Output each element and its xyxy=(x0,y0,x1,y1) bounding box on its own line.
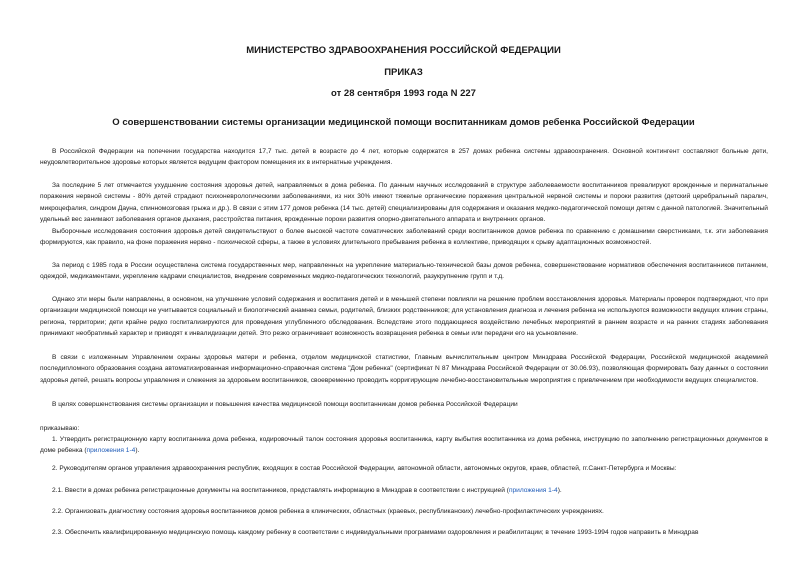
paragraph-6: В связи с изложенным Управлением охраны здоровья матери и ребенка, отделом медицинской статистики, Главным вычислительным центром Минздрава Российской Федерации, Российской медицинской академией последипломного образования создана автоматизированная информационно-справочная система "Дом ребенка" (сертификат N 87 Минздрава Российской Федерации от 30.06.93), позволяющая формировать базу данных о состоянии здоровья детей, решать вопросы управления и слежения за здоровьем воспитанников, своевременно проводить корригирующие лечебно-восстановительные мероприятия с привлечением при необходимости ведущих специалистов. xyxy=(40,354,768,384)
item-2-1-text: 2.1. Ввести в домах ребенка регистрационные документы на воспитанников, представлять информацию в Минздрав в соответствии с инструкцией ( xyxy=(52,487,509,494)
paragraph-5: Однако эти меры были направлены, в основном, на улучшение условий содержания и воспитания детей и в меньшей степени повлияли на решение проблем восстановления здоровья. Материалы проверок подтверждают, что при организации медицинской помощи не учитывается социальный и биологический анамнез семьи, родителей, близких родственников; для установления диагноза и лечения ребенка не используются возможности ведущих клиник страны, региона, территории; дети крайне редко госпитализируются для проведения углубленного обследования. Вследствие этого поддающиеся воздействию лечебных мероприятий в раннем возрасте и на ранних стадиях заболевания принимают необратимый характер и приводят к инвалидизации детей. Это резко ограничивает возможность возвращения ребенка в семьи или передачи его на усыновление. xyxy=(40,296,768,337)
paragraph-3: Выборочные исследования состояния здоровья детей свидетельствуют о более высокой частоте соматических заболеваний среди воспитанников домов ребенка по сравнению с домашними сверстниками, т.к. эти заболевания формируются, как правило, на фоне поражения нервно - психической сферы, а также в условиях длительного пребывания ребенка в коллективе, приводящих к срыву адаптационных возможностей. xyxy=(40,228,768,247)
appendix-link[interactable]: приложения 1-4 xyxy=(508,487,558,494)
item-1-end: ). xyxy=(135,447,140,455)
ministry-heading: МИНИСТЕРСТВО ЗДРАВООХРАНЕНИЯ РОССИЙСКОЙ ФЕДЕРАЦИИ xyxy=(246,45,561,56)
item-2: 2. Руководителям органов управления здравоохранения республик, входящих в состав Российской Федерации, автономной области, автономных округов, краев, областей, гг.Санкт-Петербурга и Москвы: xyxy=(52,465,677,472)
date-number-heading: от 28 сентября 1993 года N 227 xyxy=(331,88,476,99)
paragraph-4: За период с 1985 года в России осуществлена система государственных мер, направленных на укрепление материально-технической базы домов ребенка, совершенствование нормативов обеспечения воспитанников питанием, одеждой, медикаментами, укрепление кадрами специалистов, внедрение современных медико-педагогических технологий, разукрупнение групп и т.д. xyxy=(40,262,768,281)
item-1-text: 1. Утвердить регистрационную карту воспитанника дома ребенка, кодировочный талон состояния здоровья воспитанника, карту выбытия воспитанника из дома ребенка, инструкцию по заполнению регистрационных документов в доме ребенка ( xyxy=(40,436,768,455)
item-2-3: 2.3. Обеспечить квалифицированную медицинскую помощь каждому ребенку в соответствии с индивидуальными программами оздоровления и реабилитации; в течение 1993-1994 годов направить в Минздрав xyxy=(52,529,699,536)
paragraph-7: В целях совершенствования системы организации и повышения качества медицинской помощи воспитанникам домов ребенка Российской Федерации xyxy=(52,401,518,408)
paragraph-2: За последние 5 лет отмечается ухудшение состояния здоровья детей, направляемых в дома ребенка. По данным научных исследований в структуре заболеваемости воспитанников превалируют врожденные и перинатальные поражения нервной системы - 80% детей страдают психоневрологическими заболеваниями, из них 30% имеют тяжелые органические поражения центральной нервной системы и пороки развития (детский церебральный паралич, микроцефалия, синдром Дауна, спинномозговая грыжа и др.). В связи с этим 177 домов ребенка (14 тыс. детей) специализированы для содержания и оказания медико-педагогической помощи детям с данной патологией. Значительный удельный вес занимают заболевания органов дыхания, расстройства питания, врожденные пороки развития опорно-двигательного аппарата и внутренних органов. xyxy=(40,182,768,223)
item-2-2: 2.2. Организовать диагностику состояния здоровья воспитанников домов ребенка в клинических, областных (краевых, республиканских) лечебно-профилактических учреждениях. xyxy=(52,508,604,515)
paragraph-1: В Российской Федерации на попечении государства находится 17,7 тыс. детей в возрасте до 4 лет, которые содержатся в 257 домах ребенка системы здравоохранения. Основной контингент составляют больные дети, неудовлетворительное здоровье которых является ведущим фактором помещения их в интернатные учреждения. xyxy=(40,148,768,167)
item-2-1-end: ). xyxy=(557,487,562,494)
item-1 xyxy=(40,434,768,457)
appendix-link[interactable]: приложения 1-4 xyxy=(86,447,136,455)
paragraph-order: приказываю: xyxy=(40,425,80,432)
item-2-1 xyxy=(40,485,768,496)
document-type-heading: ПРИКАЗ xyxy=(384,67,423,78)
document-title: О совершенствовании системы организации медицинской помощи воспитанникам домов ребенка Российской Федерации xyxy=(112,117,695,128)
